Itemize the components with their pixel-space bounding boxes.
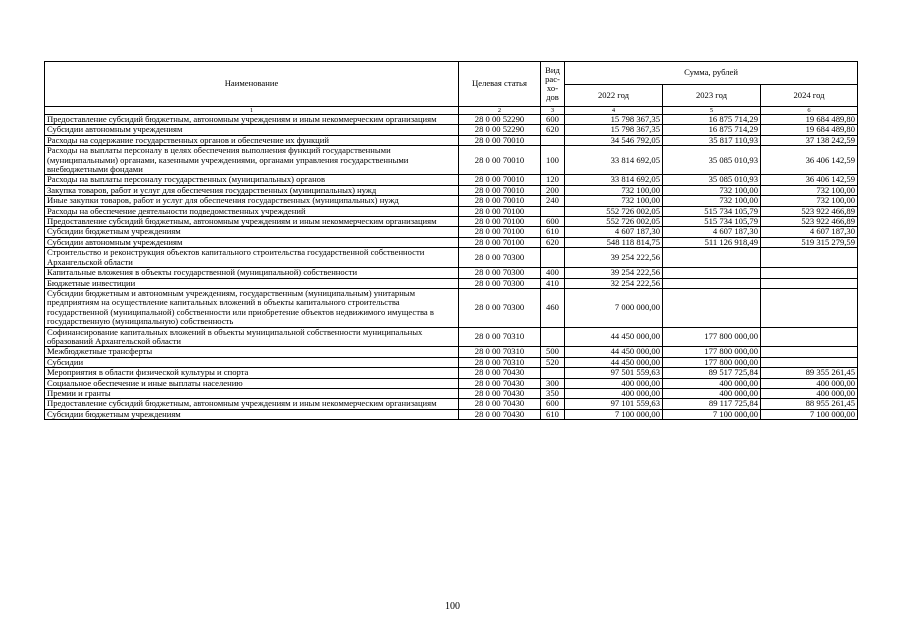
row-name: Расходы на обеспечение деятельности подведомственных учреждений [45,206,459,216]
row-sum-2024: 523 922 466,89 [761,206,858,216]
row-target-article: 28 0 00 70430 [459,388,541,398]
row-sum-2022: 15 798 367,35 [565,115,663,125]
table-body [45,115,858,420]
row-name: Субсидии автономным учреждениям [45,125,459,135]
row-name: Субсидии бюджетным учреждениям [45,409,459,419]
row-sum-2022: 552 726 002,05 [565,217,663,227]
row-sum-2022: 400 000,00 [565,388,663,398]
row-expense-type [541,135,565,145]
column-number: 1 [45,107,459,115]
row-sum-2023: 35 817 110,93 [663,135,761,145]
table-row [45,217,858,227]
row-name: Софинансирование капитальных вложений в объекты муниципальной собственности муниципальных образований Архангельской области [45,327,459,347]
row-target-article: 28 0 00 70100 [459,206,541,216]
row-sum-2024: 519 315 279,59 [761,237,858,247]
header-article: Целевая статья [459,62,541,107]
row-sum-2022: 34 546 792,05 [565,135,663,145]
row-name: Иные закупки товаров, работ и услуг для обеспечения государственных (муниципальных) нужд [45,196,459,206]
row-target-article: 28 0 00 70430 [459,378,541,388]
table-row [45,185,858,195]
row-sum-2022: 732 100,00 [565,196,663,206]
table-row [45,248,858,268]
table-row [45,388,858,398]
table-row [45,115,858,125]
table-row [45,196,858,206]
table-row [45,368,858,378]
header-name: Наименование [45,62,459,107]
row-sum-2024 [761,288,858,327]
row-name: Премии и гранты [45,388,459,398]
row-sum-2022: 548 118 814,75 [565,237,663,247]
row-expense-type: 350 [541,388,565,398]
row-sum-2022: 39 254 222,56 [565,268,663,278]
row-expense-type: 460 [541,288,565,327]
row-name: Предоставление субсидий бюджетным, автономным учреждениям и иным некоммерческим организациям [45,217,459,227]
row-expense-type: 120 [541,175,565,185]
row-name: Предоставление субсидий бюджетным, автономным учреждениям и иным некоммерческим организациям [45,115,459,125]
row-name: Субсидии бюджетным учреждениям [45,227,459,237]
table-row [45,227,858,237]
row-sum-2023 [663,268,761,278]
table-header [45,62,858,115]
row-sum-2023: 16 875 714,29 [663,125,761,135]
row-expense-type: 620 [541,125,565,135]
row-target-article: 28 0 00 70430 [459,409,541,419]
row-name: Расходы на содержание государственных органов и обеспечение их функций [45,135,459,145]
row-sum-2024: 523 922 466,89 [761,217,858,227]
row-name: Расходы на выплаты персоналу государственных (муниципальных) органов [45,175,459,185]
row-sum-2024 [761,248,858,268]
row-expense-type: 410 [541,278,565,288]
row-expense-type: 100 [541,146,565,175]
row-name: Межбюджетные трансферты [45,347,459,357]
row-name: Социальное обеспечение и иные выплаты населению [45,378,459,388]
row-sum-2024: 19 684 489,80 [761,115,858,125]
row-sum-2023: 177 800 000,00 [663,357,761,367]
row-name: Закупка товаров, работ и услуг для обеспечения государственных (муниципальных) нужд [45,185,459,195]
row-expense-type: 610 [541,227,565,237]
row-sum-2023: 515 734 105,79 [663,217,761,227]
row-expense-type: 500 [541,347,565,357]
header-sum: Сумма, рублей [565,62,858,85]
row-name: Строительство и реконструкция объектов капитального строительства государственной собственности Архангельской области [45,248,459,268]
row-sum-2024 [761,347,858,357]
row-sum-2023: 400 000,00 [663,378,761,388]
row-target-article: 28 0 00 70310 [459,327,541,347]
row-sum-2024: 732 100,00 [761,185,858,195]
row-expense-type: 610 [541,409,565,419]
column-number: 3 [541,107,565,115]
row-target-article: 28 0 00 70010 [459,135,541,145]
row-sum-2024: 36 406 142,59 [761,146,858,175]
row-target-article: 28 0 00 70300 [459,268,541,278]
row-sum-2024: 37 138 242,59 [761,135,858,145]
row-sum-2023: 515 734 105,79 [663,206,761,216]
table-row [45,288,858,327]
row-target-article: 28 0 00 70100 [459,217,541,227]
row-expense-type: 240 [541,196,565,206]
table-row [45,378,858,388]
row-expense-type [541,248,565,268]
row-target-article: 28 0 00 70100 [459,237,541,247]
row-expense-type [541,368,565,378]
table-row [45,125,858,135]
table-row [45,347,858,357]
row-name: Субсидии [45,357,459,367]
row-sum-2023: 177 800 000,00 [663,347,761,357]
row-target-article: 28 0 00 70430 [459,368,541,378]
header-year-2023: 2023 год [663,85,761,107]
table-row [45,278,858,288]
row-sum-2024: 400 000,00 [761,378,858,388]
row-target-article: 28 0 00 70100 [459,227,541,237]
row-target-article: 28 0 00 70310 [459,347,541,357]
row-sum-2022: 400 000,00 [565,378,663,388]
row-sum-2022: 15 798 367,35 [565,125,663,135]
row-sum-2023: 89 117 725,84 [663,399,761,409]
row-sum-2024: 88 955 261,45 [761,399,858,409]
header-vid: Вид рас-хо-дов [541,62,565,107]
row-sum-2023: 35 085 010,93 [663,146,761,175]
row-sum-2022: 33 814 692,05 [565,146,663,175]
row-target-article: 28 0 00 70010 [459,146,541,175]
row-target-article: 28 0 00 70300 [459,288,541,327]
row-sum-2022: 552 726 002,05 [565,206,663,216]
row-name: Бюджетные инвестиции [45,278,459,288]
budget-table [44,61,858,420]
row-expense-type: 200 [541,185,565,195]
table-row [45,399,858,409]
page-number: 100 [445,601,460,612]
column-number: 4 [565,107,663,115]
row-sum-2022: 44 450 000,00 [565,357,663,367]
row-sum-2022: 33 814 692,05 [565,175,663,185]
row-sum-2023: 35 085 010,93 [663,175,761,185]
table-row [45,357,858,367]
table-row [45,206,858,216]
column-number: 6 [761,107,858,115]
table-row [45,237,858,247]
row-target-article: 28 0 00 70300 [459,248,541,268]
header-year-2022: 2022 год [565,85,663,107]
row-name: Капитальные вложения в объекты государственной (муниципальной) собственности [45,268,459,278]
header-year-2024: 2024 год [761,85,858,107]
row-target-article: 28 0 00 52290 [459,125,541,135]
row-sum-2022: 7 000 000,00 [565,288,663,327]
row-sum-2023 [663,278,761,288]
row-sum-2024: 7 100 000,00 [761,409,858,419]
row-target-article: 28 0 00 70300 [459,278,541,288]
row-sum-2022: 44 450 000,00 [565,347,663,357]
table-row [45,135,858,145]
row-sum-2023: 732 100,00 [663,196,761,206]
row-name: Предоставление субсидий бюджетным, автономным учреждениям и иным некоммерческим организациям [45,399,459,409]
row-sum-2022: 32 254 222,56 [565,278,663,288]
row-sum-2024 [761,278,858,288]
table-row [45,146,858,175]
row-sum-2023: 177 800 000,00 [663,327,761,347]
row-expense-type: 300 [541,378,565,388]
row-name: Субсидии автономным учреждениям [45,237,459,247]
row-target-article: 28 0 00 70010 [459,175,541,185]
row-sum-2024: 732 100,00 [761,196,858,206]
row-sum-2024: 4 607 187,30 [761,227,858,237]
row-sum-2022: 44 450 000,00 [565,327,663,347]
row-sum-2023: 732 100,00 [663,185,761,195]
row-target-article: 28 0 00 70430 [459,399,541,409]
row-sum-2023: 7 100 000,00 [663,409,761,419]
row-sum-2024 [761,327,858,347]
table-row [45,268,858,278]
row-target-article: 28 0 00 70010 [459,185,541,195]
row-expense-type [541,327,565,347]
row-sum-2022: 732 100,00 [565,185,663,195]
row-target-article: 28 0 00 70010 [459,196,541,206]
column-number: 5 [663,107,761,115]
row-sum-2024: 89 355 261,45 [761,368,858,378]
row-expense-type [541,206,565,216]
table-row [45,327,858,347]
row-sum-2024 [761,357,858,367]
row-sum-2022: 97 501 559,63 [565,368,663,378]
row-name: Субсидии бюджетным и автономным учреждениям, государственным (муниципальным) унитарным предприятиям на осуществление капитальных вложений в объекты капитального строительства государственной (муниципальной) собственности или приобретение объектов недвижимого имущества в государственную (муниципальную) собственность [45,288,459,327]
table-row [45,409,858,419]
row-sum-2024: 400 000,00 [761,388,858,398]
row-sum-2023: 89 517 725,84 [663,368,761,378]
row-expense-type: 400 [541,268,565,278]
column-numbers-row [45,107,858,115]
row-sum-2024: 19 684 489,80 [761,125,858,135]
row-sum-2023 [663,288,761,327]
row-sum-2022: 97 101 559,63 [565,399,663,409]
row-sum-2023: 511 126 918,49 [663,237,761,247]
row-expense-type: 520 [541,357,565,367]
row-target-article: 28 0 00 52290 [459,115,541,125]
row-sum-2023: 400 000,00 [663,388,761,398]
row-sum-2023 [663,248,761,268]
row-sum-2022: 7 100 000,00 [565,409,663,419]
row-expense-type: 600 [541,115,565,125]
row-name: Мероприятия в области физической культуры и спорта [45,368,459,378]
column-number: 2 [459,107,541,115]
row-expense-type: 600 [541,399,565,409]
row-sum-2024 [761,268,858,278]
row-sum-2024: 36 406 142,59 [761,175,858,185]
row-sum-2022: 4 607 187,30 [565,227,663,237]
row-sum-2023: 4 607 187,30 [663,227,761,237]
row-expense-type: 600 [541,217,565,227]
row-name: Расходы на выплаты персоналу в целях обеспечения выполнения функций государственными (муниципальными) органами, казенными учреждениями, органами управления государственными внебюджетными фондами [45,146,459,175]
row-target-article: 28 0 00 70310 [459,357,541,367]
row-sum-2023: 16 875 714,29 [663,115,761,125]
row-sum-2022: 39 254 222,56 [565,248,663,268]
row-expense-type: 620 [541,237,565,247]
table-row [45,175,858,185]
